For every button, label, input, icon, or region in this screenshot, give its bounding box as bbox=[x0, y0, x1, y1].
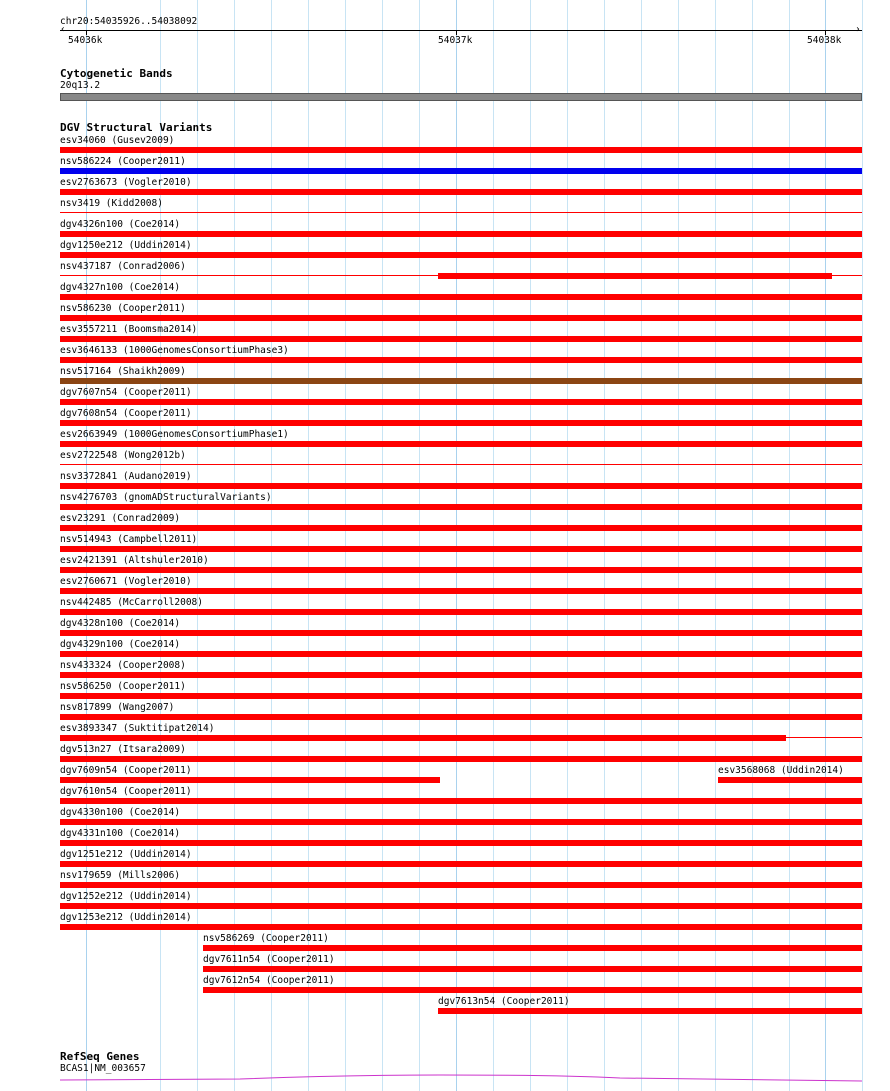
variant-label[interactable]: nsv433324 (Cooper2008) bbox=[60, 660, 186, 671]
ruler-right-arrow: › bbox=[855, 24, 861, 35]
variant-label[interactable]: dgv4327n100 (Coe2014) bbox=[60, 282, 181, 293]
variant-label[interactable]: dgv1252e212 (Uddin2014) bbox=[60, 891, 192, 902]
variant-bar[interactable] bbox=[203, 987, 862, 993]
variant-bar[interactable] bbox=[60, 420, 862, 426]
variant-bar[interactable] bbox=[438, 273, 832, 279]
variant-bar[interactable] bbox=[60, 672, 862, 678]
variant-label[interactable]: esv2763673 (Vogler2010) bbox=[60, 177, 192, 188]
variant-label[interactable]: nsv586224 (Cooper2011) bbox=[60, 156, 186, 167]
variant-bar[interactable] bbox=[60, 525, 862, 531]
variant-label[interactable]: dgv4330n100 (Coe2014) bbox=[60, 807, 181, 818]
variant-bar[interactable] bbox=[60, 336, 862, 342]
variant-label[interactable]: dgv4326n100 (Coe2014) bbox=[60, 219, 181, 230]
gene-glyph[interactable] bbox=[60, 1072, 862, 1086]
variant-bar[interactable] bbox=[203, 945, 862, 951]
variant-label[interactable]: esv3893347 (Suktitipat2014) bbox=[60, 723, 215, 734]
variant-label[interactable]: esv2663949 (1000GenomesConsortiumPhase1) bbox=[60, 429, 289, 440]
variant-label[interactable]: dgv7610n54 (Cooper2011) bbox=[60, 786, 192, 797]
variant-bar[interactable] bbox=[60, 399, 862, 405]
variant-bar[interactable] bbox=[718, 777, 862, 783]
variant-label[interactable]: dgv7609n54 (Cooper2011) bbox=[60, 765, 192, 776]
variant-bar[interactable] bbox=[60, 147, 862, 153]
variant-bar[interactable] bbox=[60, 798, 862, 804]
cytoband-label: 20q13.2 bbox=[60, 80, 101, 91]
position-label: chr20:54035926..54038092 bbox=[60, 16, 198, 27]
variant-label[interactable]: nsv517164 (Shaikh2009) bbox=[60, 366, 186, 377]
variant-bar[interactable] bbox=[60, 504, 862, 510]
variant-label[interactable]: esv2722548 (Wong2012b) bbox=[60, 450, 186, 461]
ruler-left-arrow: ‹ bbox=[60, 24, 66, 35]
variant-bar[interactable] bbox=[60, 714, 862, 720]
variant-label[interactable]: esv3568068 (Uddin2014) bbox=[718, 765, 844, 776]
variant-bar[interactable] bbox=[438, 1008, 862, 1014]
variant-label[interactable]: esv3646133 (1000GenomesConsortiumPhase3) bbox=[60, 345, 289, 356]
variant-label[interactable]: nsv442485 (McCarroll2008) bbox=[60, 597, 203, 608]
variant-label[interactable]: dgv7608n54 (Cooper2011) bbox=[60, 408, 192, 419]
variant-label[interactable]: dgv7613n54 (Cooper2011) bbox=[438, 996, 570, 1007]
variant-bar[interactable] bbox=[60, 294, 862, 300]
variant-bar[interactable] bbox=[60, 252, 862, 258]
variant-thin-bar[interactable] bbox=[60, 464, 862, 465]
variant-bar[interactable] bbox=[60, 168, 862, 174]
variant-label[interactable]: esv3557211 (Boomsma2014) bbox=[60, 324, 198, 335]
variant-label[interactable]: dgv4331n100 (Coe2014) bbox=[60, 828, 181, 839]
ruler-axis bbox=[60, 30, 862, 31]
variant-label[interactable]: nsv586250 (Cooper2011) bbox=[60, 681, 186, 692]
variant-bar[interactable] bbox=[60, 693, 862, 699]
variant-label[interactable]: nsv437187 (Conrad2006) bbox=[60, 261, 186, 272]
ruler-tick-label: 54038k bbox=[807, 35, 842, 46]
variant-label[interactable]: dgv7612n54 (Cooper2011) bbox=[203, 975, 335, 986]
variant-bar[interactable] bbox=[60, 378, 862, 384]
variant-bar[interactable] bbox=[60, 651, 862, 657]
gene-curve bbox=[60, 1075, 862, 1081]
variant-label[interactable]: nsv4276703 (gnomADStructuralVariants) bbox=[60, 492, 272, 503]
variant-bar[interactable] bbox=[60, 819, 862, 825]
variant-bar[interactable] bbox=[60, 882, 862, 888]
variant-bar[interactable] bbox=[60, 588, 862, 594]
variant-label[interactable]: dgv4328n100 (Coe2014) bbox=[60, 618, 181, 629]
variant-label[interactable]: dgv7607n54 (Cooper2011) bbox=[60, 387, 192, 398]
variant-label[interactable]: nsv3372841 (Audano2019) bbox=[60, 471, 192, 482]
gene-label[interactable]: BCAS1|NM_003657 bbox=[60, 1063, 146, 1074]
variant-label[interactable]: dgv7611n54 (Cooper2011) bbox=[203, 954, 335, 965]
variant-label[interactable]: dgv1250e212 (Uddin2014) bbox=[60, 240, 192, 251]
variant-bar[interactable] bbox=[60, 903, 862, 909]
cytoband-track-title[interactable]: Cytogenetic Bands bbox=[60, 67, 173, 80]
variant-bar[interactable] bbox=[60, 441, 862, 447]
variant-bar[interactable] bbox=[60, 357, 862, 363]
variant-bar[interactable] bbox=[60, 483, 862, 489]
dgv-track-title[interactable]: DGV Structural Variants bbox=[60, 121, 213, 134]
variant-bar[interactable] bbox=[60, 315, 862, 321]
variant-bar[interactable] bbox=[60, 861, 862, 867]
variant-bar[interactable] bbox=[60, 189, 862, 195]
ruler-tick-label: 54036k bbox=[68, 35, 103, 46]
variant-label[interactable]: esv2421391 (Altshuler2010) bbox=[60, 555, 209, 566]
variant-bar[interactable] bbox=[60, 567, 862, 573]
variant-bar[interactable] bbox=[60, 630, 862, 636]
variant-bar[interactable] bbox=[60, 924, 862, 930]
variant-label[interactable]: nsv586269 (Cooper2011) bbox=[203, 933, 329, 944]
variant-label[interactable]: esv2760671 (Vogler2010) bbox=[60, 576, 192, 587]
refseq-track-title[interactable]: RefSeq Genes bbox=[60, 1050, 140, 1063]
variant-label[interactable]: esv34060 (Gusev2009) bbox=[60, 135, 175, 146]
variant-label[interactable]: dgv513n27 (Itsara2009) bbox=[60, 744, 186, 755]
cytoband-bar[interactable] bbox=[60, 93, 862, 101]
variant-label[interactable]: nsv3419 (Kidd2008) bbox=[60, 198, 163, 209]
variant-label[interactable]: nsv514943 (Campbell2011) bbox=[60, 534, 198, 545]
variant-bar[interactable] bbox=[60, 777, 440, 783]
grid-line bbox=[862, 0, 863, 1091]
variant-label[interactable]: dgv1253e212 (Uddin2014) bbox=[60, 912, 192, 923]
variant-bar[interactable] bbox=[60, 756, 862, 762]
variant-label[interactable]: nsv817899 (Wang2007) bbox=[60, 702, 175, 713]
variant-bar[interactable] bbox=[60, 231, 862, 237]
ruler-tick-label: 54037k bbox=[438, 35, 473, 46]
variant-thin-bar[interactable] bbox=[60, 212, 862, 213]
variant-label[interactable]: nsv179659 (Mills2006) bbox=[60, 870, 181, 881]
variant-bar[interactable] bbox=[60, 840, 862, 846]
variant-bar[interactable] bbox=[60, 609, 862, 615]
variant-bar[interactable] bbox=[203, 966, 862, 972]
variant-label[interactable]: nsv586230 (Cooper2011) bbox=[60, 303, 186, 314]
variant-bar[interactable] bbox=[60, 546, 862, 552]
variant-label[interactable]: esv23291 (Conrad2009) bbox=[60, 513, 181, 524]
variant-bar[interactable] bbox=[60, 735, 786, 741]
variant-label[interactable]: dgv4329n100 (Coe2014) bbox=[60, 639, 181, 650]
variant-label[interactable]: dgv1251e212 (Uddin2014) bbox=[60, 849, 192, 860]
